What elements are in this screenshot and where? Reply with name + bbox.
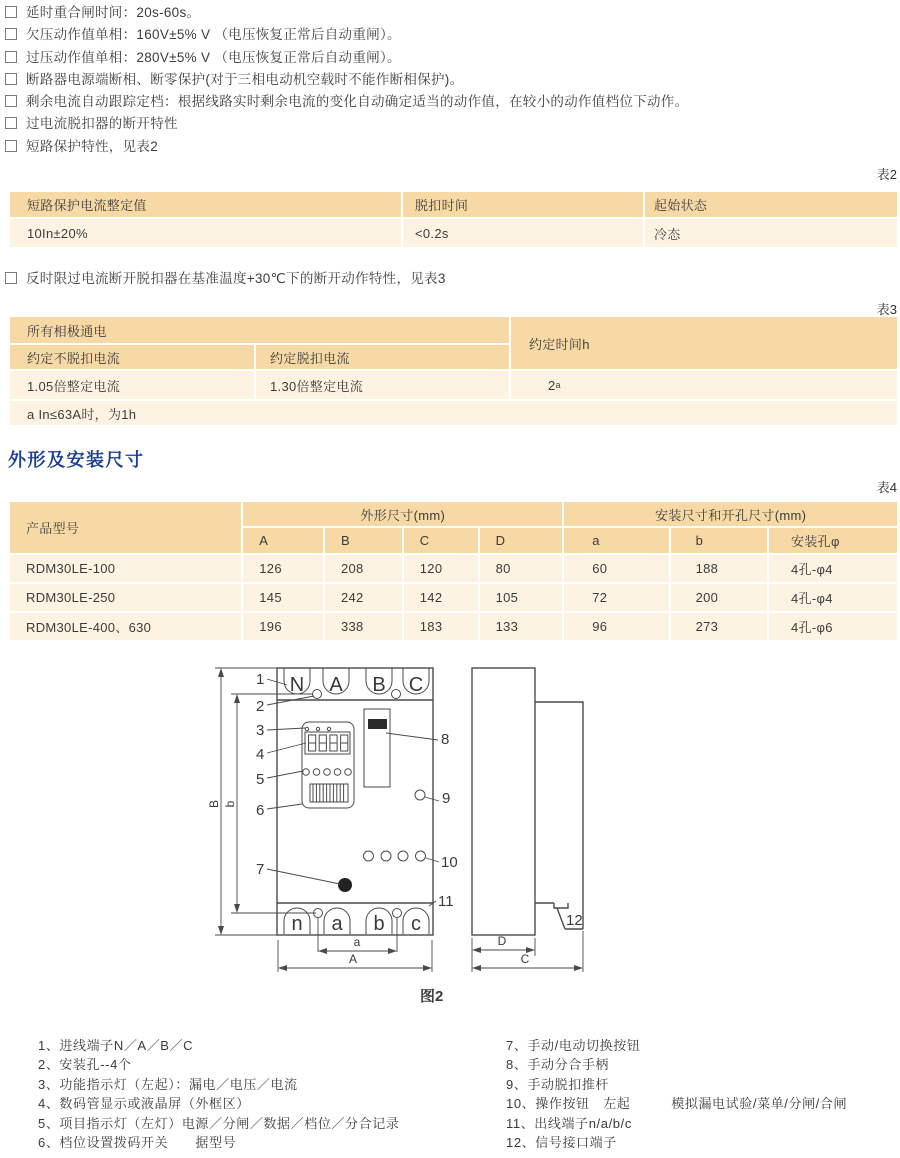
side-view xyxy=(472,668,583,935)
terminal-label: b xyxy=(373,913,385,935)
checkbox-square-icon xyxy=(5,140,17,152)
outgoing-terminals xyxy=(284,908,429,935)
item-indicator-leds xyxy=(303,769,352,776)
list-item xyxy=(5,137,688,159)
table-cell: 126 xyxy=(243,555,323,582)
callout-11: 11 xyxy=(438,893,454,910)
table-cell: 1.30倍整定电流 xyxy=(256,371,509,399)
table-tripping-characteristics xyxy=(10,317,897,425)
dim-label-B: B xyxy=(207,799,221,809)
list-item xyxy=(5,92,688,114)
column-header: 起始状态 xyxy=(645,192,897,217)
table-cell: 133 xyxy=(480,613,563,640)
dim-label-D: D xyxy=(497,934,507,948)
bullet-text: 过电流脱扣器的断开特性 xyxy=(26,116,178,132)
terminal-label: c xyxy=(411,913,421,935)
legend-item: 6、档位设置拨码开关 据型号 xyxy=(38,1135,237,1151)
table-cell: 183 xyxy=(404,613,478,640)
mounting-hole xyxy=(393,909,402,918)
table3-label: 表3 xyxy=(876,302,897,317)
function-led xyxy=(305,727,308,730)
feature-bullet-list xyxy=(5,3,688,159)
table-dimensions xyxy=(10,502,897,640)
table-short-circuit-protection xyxy=(10,192,897,247)
table-cell: 338 xyxy=(325,613,402,640)
legend-item: 11、出线端子n/a/b/c xyxy=(506,1115,632,1131)
table-cell: 60 xyxy=(564,555,668,582)
terminal-label: N xyxy=(289,674,305,696)
callout-2: 2 xyxy=(256,698,265,715)
group-header: 外形尺寸(mm) xyxy=(243,502,562,526)
list-item xyxy=(5,25,688,47)
legend-item: 5、项目指示灯（左灯）电源／分闸／数据／档位／分合记录 xyxy=(38,1115,400,1131)
table2-label: 表2 xyxy=(876,167,897,182)
dim-label-A: A xyxy=(348,952,358,966)
bullet-text: 欠压动作值单相：160V±5% V （电压恢复正常后自动重闸）。 xyxy=(26,27,401,43)
inverse-time-bullet xyxy=(5,269,446,291)
dim-label-b: b xyxy=(223,800,237,808)
table-cell: 4孔-φ4 xyxy=(769,555,897,582)
table-cell: 273 xyxy=(671,613,767,640)
column-header: C xyxy=(404,528,478,553)
figure-caption: 图2 xyxy=(420,988,444,1005)
table-cell: 208 xyxy=(325,555,402,582)
checkbox-square-icon xyxy=(5,73,17,85)
column-header: 约定脱扣电流 xyxy=(256,345,509,369)
list-item xyxy=(5,70,688,92)
list-item xyxy=(5,3,688,25)
callout-5: 5 xyxy=(256,771,265,788)
group-header: 安装尺寸和开孔尺寸(mm) xyxy=(564,502,897,526)
terminal-label: A xyxy=(329,674,343,696)
legend-item: 7、手动/电动切换按钮 xyxy=(506,1038,641,1053)
column-header: 产品型号 xyxy=(10,502,241,553)
bullet-text: 剩余电流自动跟踪定档：根据线路实时剩余电流的变化自动确定适当的动作值，在较小的动作值档位下动作。 xyxy=(26,94,689,110)
list-item xyxy=(5,48,688,70)
function-led xyxy=(327,727,330,730)
bullet-text: 断路器电源端断相、断零保护(对于三相电动机空载时不能作断相保护)。 xyxy=(26,71,464,87)
column-header: 安装孔φ xyxy=(769,528,897,553)
table-cell: 120 xyxy=(404,555,478,582)
legend-left-column xyxy=(38,1036,399,1152)
legend-right-column xyxy=(506,1036,847,1152)
column-header: B xyxy=(325,528,402,553)
legend-item: 8、手动分合手柄 xyxy=(506,1057,610,1073)
table-cell: <0.2s xyxy=(403,219,643,247)
terminal-label: n xyxy=(291,913,303,935)
handle-grip xyxy=(368,719,387,729)
table-cell: 200 xyxy=(671,584,767,611)
legend-item: 2、安装孔--4个 xyxy=(38,1057,132,1073)
terminal-label: C xyxy=(408,674,424,696)
list-item xyxy=(5,114,688,136)
bullet-text: 反时限过电流断开脱扣器在基准温度+30℃下的断开动作特性，见表3 xyxy=(26,271,446,286)
manual-handle xyxy=(364,709,390,787)
model-cell: RDM30LE-400、630 xyxy=(10,613,241,640)
model-cell: RDM30LE-100 xyxy=(10,555,241,582)
terminal-label: B xyxy=(372,674,386,696)
display-panel xyxy=(302,722,354,808)
dip-switch xyxy=(310,784,348,802)
table-footnote: a In≤63A时，为1h xyxy=(10,401,897,425)
legend-item: 1、进线端子N／A／B／C xyxy=(38,1038,194,1053)
legend-item: 12、信号接口端子 xyxy=(506,1135,617,1151)
terminal-label: a xyxy=(331,913,343,935)
list-item xyxy=(5,269,446,291)
table-cell: 4孔-φ4 xyxy=(769,584,897,611)
callout-10: 10 xyxy=(441,854,458,871)
callout-8: 8 xyxy=(441,731,450,748)
table-cell: 105 xyxy=(480,584,563,611)
trip-push-rod xyxy=(415,790,425,800)
legend-item: 4、数码管显示或液晶屏（外框区） xyxy=(38,1096,250,1112)
checkbox-square-icon xyxy=(5,6,17,18)
dimension-B xyxy=(207,668,277,935)
legend-item: 3、功能指示灯（左起）：漏电／电压／电流 xyxy=(38,1076,298,1092)
model-cell: RDM30LE-250 xyxy=(10,584,241,611)
checkbox-square-icon xyxy=(5,51,17,63)
seven-segment-display xyxy=(305,732,350,754)
column-header: 约定时间h xyxy=(511,317,897,369)
column-header: 短路保护电流整定值 xyxy=(10,192,401,217)
callout-3: 3 xyxy=(256,722,265,739)
checkbox-square-icon xyxy=(5,95,17,107)
column-header: A xyxy=(243,528,323,553)
incoming-terminals xyxy=(284,668,429,696)
dim-label-C: C xyxy=(520,952,530,966)
column-header: a xyxy=(564,528,668,553)
mounting-hole xyxy=(392,690,401,699)
table-cell: 2 a xyxy=(511,371,897,399)
mounting-hole xyxy=(313,690,322,699)
table-cell: 4孔-φ6 xyxy=(769,613,897,640)
checkbox-square-icon xyxy=(5,117,17,129)
column-header: b xyxy=(671,528,767,553)
operation-buttons xyxy=(364,851,426,861)
bullet-text: 延时重合闸时间：20s-60s。 xyxy=(26,5,201,20)
checkbox-square-icon xyxy=(5,28,17,40)
legend-item: 9、手动脱扣推杆 xyxy=(506,1076,610,1092)
function-led xyxy=(316,727,319,730)
time-value: 2 xyxy=(548,377,556,393)
table-cell: 1.05倍整定电流 xyxy=(10,371,254,399)
checkbox-square-icon xyxy=(5,272,17,284)
column-header: D xyxy=(480,528,563,553)
column-header: 脱扣时间 xyxy=(403,192,643,217)
manual-electric-switch-button xyxy=(338,878,352,892)
table-cell: 242 xyxy=(325,584,402,611)
dim-label-a: a xyxy=(353,935,361,949)
table-cell: 145 xyxy=(243,584,323,611)
table-cell: 188 xyxy=(671,555,767,582)
outline-drawing-figure2 xyxy=(205,655,605,1020)
callout-12: 12 xyxy=(566,912,583,929)
table4-label: 表4 xyxy=(876,480,897,495)
callout-1: 1 xyxy=(256,671,265,688)
dimension-a xyxy=(318,918,397,954)
table-cell: 142 xyxy=(404,584,478,611)
table-cell: 72 xyxy=(564,584,668,611)
callout-7: 7 xyxy=(256,861,265,878)
legend-item: 10、操作按钮 左起 模拟漏电试验/菜单/分闸/合闸 xyxy=(506,1096,848,1112)
bullet-text: 短路保护特性，见表2 xyxy=(26,138,159,154)
dimension-C xyxy=(472,931,583,972)
table-cell: 196 xyxy=(243,613,323,640)
front-view xyxy=(277,668,433,935)
callout-4: 4 xyxy=(256,746,265,763)
table-cell: 10In±20% xyxy=(10,219,401,247)
table-cell: 96 xyxy=(564,613,668,640)
bullet-text: 过压动作值单相：280V±5% V （电压恢复正常后自动重闸）。 xyxy=(26,49,401,65)
table-cell: 80 xyxy=(480,555,563,582)
table-cell: 冷态 xyxy=(645,219,897,247)
column-header: 所有相极通电 xyxy=(10,317,509,343)
column-header: 约定不脱扣电流 xyxy=(10,345,254,369)
callout-6: 6 xyxy=(256,802,265,819)
section-heading: 外形及安装尺寸 xyxy=(8,450,145,470)
callout-9: 9 xyxy=(442,790,451,807)
